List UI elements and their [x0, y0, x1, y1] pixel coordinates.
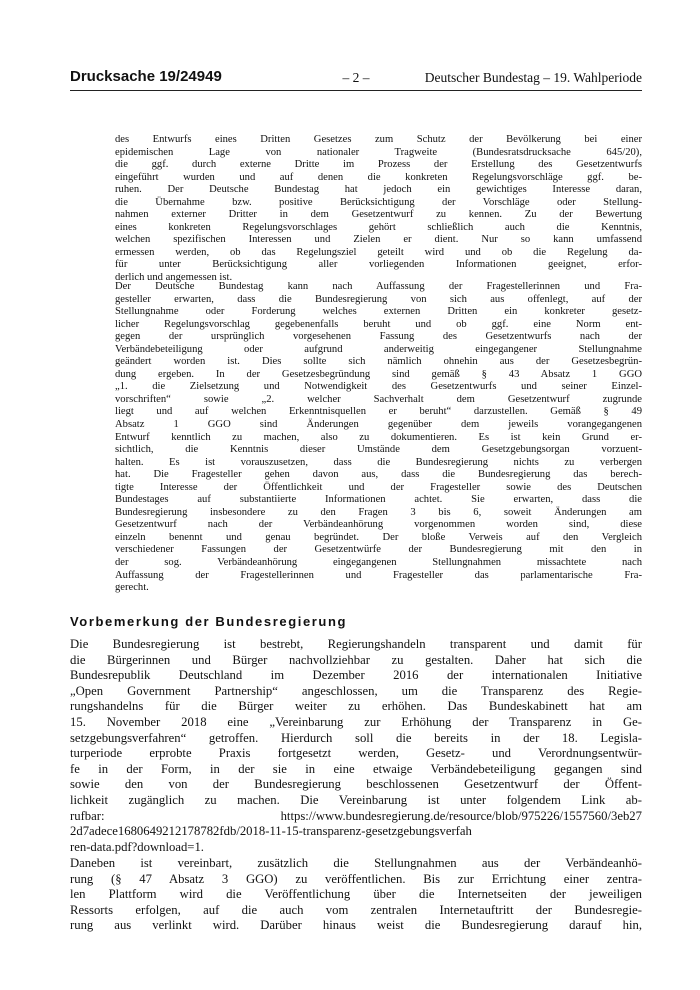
text-line: gegen der ursprünglich vorgesehenen Fassung des Gesetzentwurfs nach der	[115, 331, 642, 343]
text-line: gesteller erwarten, dass die Bundesregierung von sich aus offenlegt, auf der	[115, 293, 642, 305]
text-line: des Entwurfs eines Dritten Gesetzes zum Schutz der Bevölkerung bei einer	[115, 134, 642, 145]
text-line: Die Bundesregierung ist bestrebt, Regierungshandeln transparent und damit für	[70, 637, 642, 651]
text-line: Daneben ist vereinbart, zusätzlich die Stellungnahmen aus der Verbändeanhö-	[70, 856, 642, 870]
text-line: 2d7adece1680649212178782fdb/2018-11-15-transparenz-gesetzgebungsverfah	[70, 824, 472, 839]
text-line: gerecht.	[115, 582, 149, 594]
text-line: epidemischen Lage von nationaler Tragweite (Bundesratsdrucksache 645/20),	[115, 146, 642, 158]
text-line: „1. die Zielsetzung und Notwendigkeit des Gesetzentwurfs und seiner Einzel-	[115, 381, 642, 393]
text-line: setzgebungsverfahren“ getroffen. Hierdurch soll die bereits in der 18. Legisla-	[70, 730, 642, 745]
text-line: Verbändebeteiligung oder aufgrund anderweitig eingegangener Stellungnahme	[115, 343, 642, 355]
text-line: dung ergeben. In der Gesetzesbegründung sind gemäß § 43 Absatz 1 GGO	[115, 368, 642, 380]
text-line: halten. Es ist vorauszusetzen, dass die Bundesregierung nichts zu verbergen	[115, 456, 642, 468]
quote-paragraph-1	[115, 134, 642, 285]
page-header	[70, 68, 642, 90]
text-line: Auffassung der Fragestellerinnen und Fragesteller das parlamentarische Fra-	[115, 569, 642, 581]
text-line: Stellungnahme oder Forderung welches externen Dritten ein konkreter gesetz-	[115, 306, 642, 318]
text-line: welchen spezifischen Interessen und Zielen er dient. Nur so kann umfassend	[115, 234, 642, 246]
text-line: eines konkreten Regelungsvorschlages gehört schließlich auch die Kenntnis,	[115, 221, 642, 233]
body-paragraph-2	[70, 856, 642, 934]
text-line: eingeführt wurden und auf denen die konkreten Regelungsvorschläge ggf. be-	[115, 171, 642, 183]
text-line: rungshandelns für die Bürger weiter zu erhöhen. Das Bundeskabinett hat am	[70, 699, 642, 714]
text-line: tigte Interesse der Öffentlichkeit und der Fragesteller sowie des Deutschen	[115, 481, 642, 493]
text-line: die ggf. durch externe Dritte im Prozess der Erstellung des Gesetzentwurfs	[115, 159, 642, 171]
text-line: lichkeit zugänglich zu machen. Die Vereinbarung ist unter folgendem Link ab-	[70, 792, 642, 807]
text-line: derlich und angemessen ist.	[115, 272, 233, 284]
text-line: Bundestages auf substantiierte Informationen achtet. Sie erwarten, dass die	[115, 494, 642, 506]
text-line: der sog. Verbändeanhörung eingegangenen Stellungnahmen missachtete nach	[115, 557, 642, 569]
text-line: die Übernahme bzw. positive Berücksichtigung der Vorschläge oder Stellung-	[115, 196, 642, 208]
text-line: turperiode erprobte Praxis fortgesetzt werden, Gesetz- und Verordnungsentwür-	[70, 746, 642, 761]
text-line: ruhen. Der Deutsche Bundestag hat jedoch ein gewichtiges Interesse daran,	[115, 184, 642, 196]
text-line: Gesetzentwurf nach der Verbändeanhörung vorgenommen worden sind, diese	[115, 519, 642, 531]
text-line: Entwurf kenntlich zu machen, also zu dokumentieren. Es ist kein Grund er-	[115, 431, 642, 443]
text-line: len Plattform wird die Veröffentlichung über die Internetseiten der jeweiligen	[70, 887, 642, 902]
text-line: rung (§ 47 Absatz 3 GGO) zu veröffentlichen. Bis zur Errichtung einer zentra-	[70, 871, 642, 886]
text-line: fe in der Form, in der sie in eine etwaige Verbändebeteiligung gegangen sind	[70, 761, 642, 776]
text-line: rung aus verlinkt wird. Darüber hinaus weist die Bundesregierung darauf hin,	[70, 918, 642, 933]
section-heading: Vorbemerkung der Bundesregierung	[70, 614, 348, 629]
text-line: Absatz 1 GGO sind Änderungen gegenüber dem jeweils vorangegangenen	[115, 419, 642, 431]
text-line: „Open Government Partnership“ angeschlossen, um die Transparenz des Regie-	[70, 683, 642, 698]
text-line: hat. Die Fragesteller gehen davon aus, dass die Bundesregierung das berech-	[115, 469, 642, 481]
parliament-label: Deutscher Bundestag – 19. Wahlperiode	[424, 70, 642, 85]
header-rule	[70, 90, 642, 91]
text-line: licher Regelungsvorschlag gegebenenfalls beruht und ob ggf. eine Norm ent-	[115, 318, 642, 330]
text-line: sowie den von der Bundesregierung beschlossenen Gesetzentwurf der Öffent-	[70, 777, 642, 792]
text-line: sichtlich, die Kenntnis dieser Umstände dem Gesetzgebungsorgan vorzuent-	[115, 444, 642, 456]
text-line: liegt und auf welchen Erkenntnisquellen er beruht“ darzustellen. Gemäß § 49	[115, 406, 642, 418]
text-line: Der Deutsche Bundestag kann nach Auffassung der Fragestellerinnen und Fra-	[115, 281, 642, 292]
text-line: rufbar: https://www.bundesregierung.de/resource/blob/975226/1557560/3eb27	[70, 808, 642, 823]
quote-paragraph-2	[115, 281, 642, 595]
document-number-prefix: Drucksache 19/	[70, 68, 181, 85]
text-line: geändert worden ist. Dies sollte sich nämlich ohnehin aus der Gesetzesbegrün-	[115, 356, 642, 368]
document-number-value: 24949	[180, 68, 222, 85]
text-line: einzeln benennt und genau begründet. Der bloße Verweis auf den Vergleich	[115, 531, 642, 543]
text-line: verschiedener Fassungen der Gesetzentwürfe der Bundesregierung mit den in	[115, 544, 642, 556]
text-line: ermessen werden, ob das Regelungsziel geteilt wird und ob die Regelung da-	[115, 246, 642, 258]
text-line: Ressorts erfolgen, auf die auch vom zentralen Internetauftritt der Bundesregie-	[70, 902, 642, 917]
page-number: – 2 –	[342, 70, 370, 85]
text-line: 15. November 2018 eine „Vereinbarung zur Erhöhung der Transparenz in Ge-	[70, 714, 642, 729]
text-line: Bundesregierung insbesondere zu den Fragen 3 bis 6, soweit Änderungen am	[115, 506, 642, 518]
body-paragraph-1	[70, 637, 642, 855]
text-line: ren-data.pdf?download=1.	[70, 839, 204, 854]
text-line: die Bürgerinnen und Bürger nachvollziehbar zu gestalten. Daher hat sich die	[70, 652, 642, 667]
text-line: für unter Berücksichtigung aller vorliegenden Informationen geeignet, erfor-	[115, 259, 642, 271]
text-line: vorschriften“ sowie „2. welcher Sachverhalt dem Gesetzentwurf zugrunde	[115, 393, 642, 405]
text-line: Bundesrepublik Deutschland im Dezember 2016 der internationalen Initiative	[70, 668, 642, 683]
text-line: nahmen externer Dritter in dem Gesetzentwurf zu kennen. Zu der Bewertung	[115, 209, 642, 221]
